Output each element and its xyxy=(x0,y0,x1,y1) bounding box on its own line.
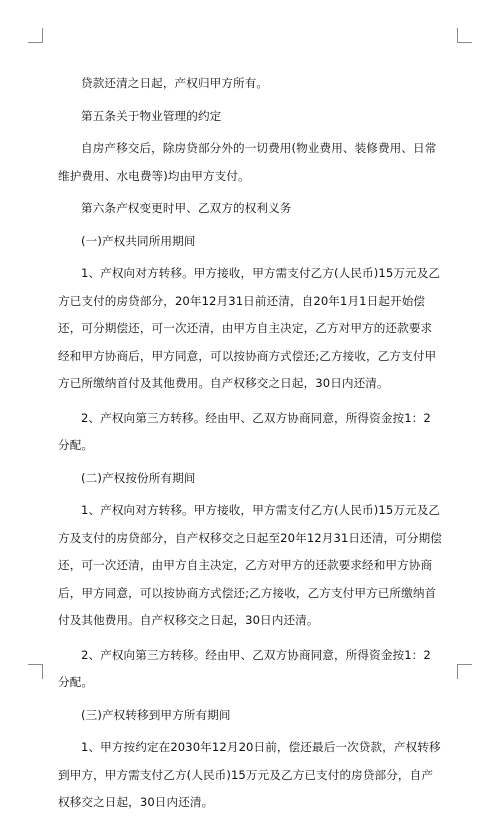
subheading-owned-by-party-a: (三)产权转移到甲方所有期间 xyxy=(81,707,231,722)
heading-article-five: 第五条关于物业管理的约定 xyxy=(81,108,222,123)
paragraph-property-fees: 自房产移交后，除房贷部分外的一切费用(物业费用、装修费用、日常维护费用、水电费等)均由甲方支付。 xyxy=(58,141,437,183)
paragraph-share-transfer-third-party: 2、产权向第三方转移。经由甲、乙双方协商同意，所得资金按1：2分配。 xyxy=(58,647,431,689)
subheading-share-ownership: (二)产权按份所有期间 xyxy=(81,470,196,485)
subheading-joint-ownership: (一)产权共同所用期间 xyxy=(81,233,196,248)
paragraph-joint-transfer-third-party: 2、产权向第三方转移。经由甲、乙双方协商同意，所得资金按1：2分配。 xyxy=(58,410,431,452)
crop-mark-top-left xyxy=(28,28,43,43)
heading-article-six: 第六条产权变更时甲、乙双方的权利义务 xyxy=(81,201,292,215)
paragraph-joint-transfer-to-party: 1、产权向对方转移。甲方接收，甲方需支付乙方(人民币)15万元及乙方已支付的房贷部分，20年12月31日前还清，自20年1月1日起开始偿还，可分期偿还，可一次还清，由甲方自主决定，乙方对甲方的还款要求经和甲方协商后，甲方同意，可以按协商方式偿还;乙方接收，乙方支付甲方已所缴纳首付及其他费用。自产权移交之日起，30日内还清。 xyxy=(58,266,441,390)
crop-mark-bottom-left xyxy=(28,664,43,679)
crop-mark-top-right xyxy=(457,28,472,43)
document-body xyxy=(58,70,442,817)
paragraph-party-a-final-payment: 1、甲方按约定在2030年12月20日前，偿还最后一次贷款，产权转移到甲方，甲方需支付乙方(人民币)15万元及乙方已支付的房贷部分，自产权移交之日起，30日内还清。 xyxy=(58,740,441,809)
paragraph-share-transfer-to-party: 1、产权向对方转移。甲方接收，甲方需支付乙方(人民币)15万元及乙方及支付的房贷部分，自产权移交之日起至20年12月31日还清，可分期偿还，可一次还清，由甲方自主决定，乙方对甲方的还款要求经和甲方协商后，甲方同意，可以按协商方式偿还;乙方接收，乙方支付甲方已所缴纳首付及其他费用。自产权移交之日起，30日内还清。 xyxy=(58,503,442,627)
crop-mark-bottom-right xyxy=(457,664,472,679)
paragraph-loan-cleared: 贷款还清之日起，产权归甲方所有。 xyxy=(81,76,269,90)
